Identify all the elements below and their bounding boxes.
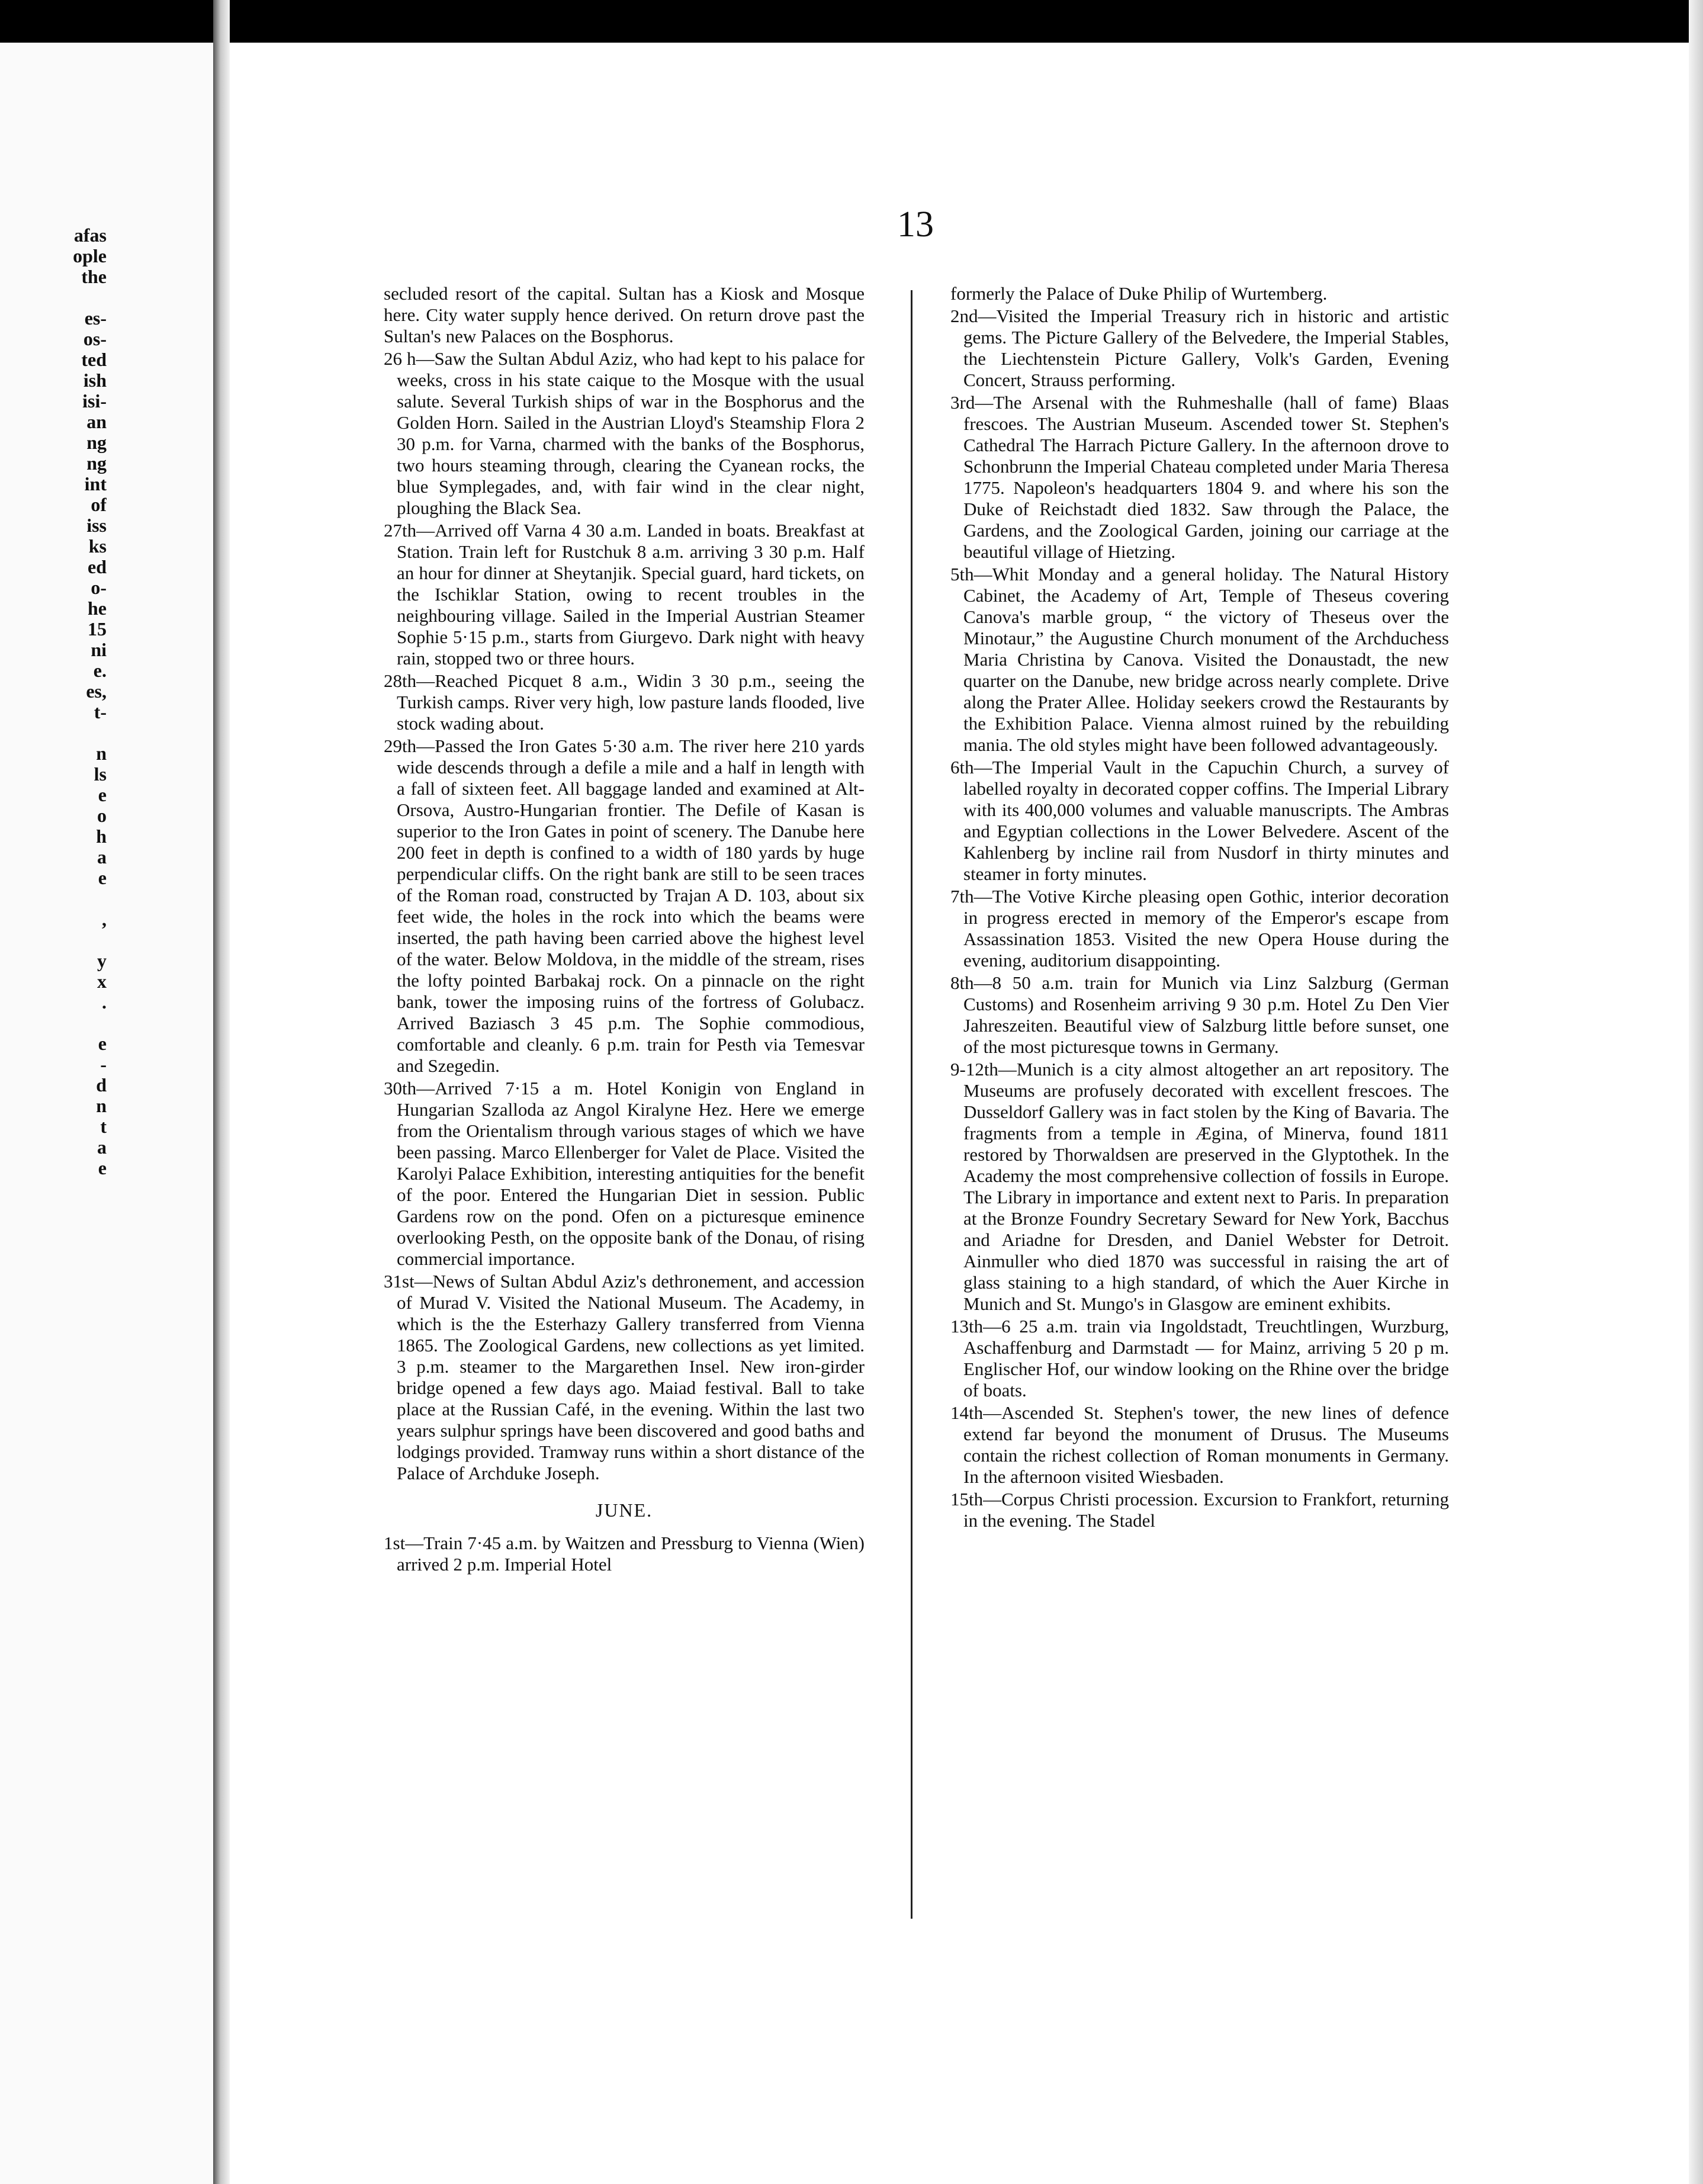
diary-entry: 31st—News of Sultan Abdul Aziz's dethronement, and accession of Murad V. Visited the National Museum. The Academy, in which is the the Esterhazy Gallery transferred from Vienna 1865. The Zoological Gardens, new collections as yet limited. 3 p.m. steamer to the Margarethen Insel. New iron-girder bridge opened a few days ago. Maiad festival. Ball to take place at the Russian Café, in the evening. Within the last two years sulphur springs have been discovered and good baths and lodgings provided. Tramway runs within a short distance of the Palace of Archduke Joseph.	[384, 1271, 865, 1483]
fragment-line	[0, 1013, 107, 1033]
fragment-line: ni	[91, 640, 107, 660]
fragment-line: es,	[86, 681, 107, 702]
diary-entry: 7th—The Votive Kirche pleasing open Gothic, interior decoration in progress erected in memory of the Emperor's escape from Assassination 1853. Visited the new Opera House during the evening, auditorium disappointing.	[950, 886, 1449, 971]
fragment-line	[0, 888, 107, 909]
fragment-line: -	[100, 1054, 107, 1075]
continued-text: formerly the Palace of Duke Philip of Wurtemberg.	[950, 283, 1328, 304]
fragment-line: ed	[88, 557, 107, 577]
fragment-line: he	[88, 598, 107, 619]
diary-entry: 29th—Passed the Iron Gates 5·30 a.m. The river here 210 yards wide descends through a defile a mile and a half in length with a fall of sixteen feet. All baggage landed and examined at Alt-Orsova, Austro-Hungarian frontier. The Defile of Kasan is superior to the Iron Gates in point of scenery. The Danube here 200 feet in depth is confined to a width of 180 yards by huge perpendicular cliffs. On the right bank are still to be seen traces of the Roman road, constructed by Trajan A D. 103, about six feet wide, the holes in the rock into which the beams were inserted, the path having been carried above the highest level of the water. Below Moldova, in the middle of the stream, rises the lofty pointed Barbakaj rock. On a pinnacle on the right bank, tower the imposing ruins of the fortress of Golubacz. Arrived Baziasch 3 45 p.m. The Sophie commodious, comfortable and cleanly. 6 p.m. train for Pesth via Temesvar and Szegedin.	[384, 736, 865, 1076]
fragment-line: ople	[73, 246, 107, 266]
fragment-line: an	[86, 412, 107, 432]
diary-entry: 5th—Whit Monday and a general holiday. The Natural History Cabinet, the Academy of Art, Temple of Theseus covering Canova's marble group, “ the victory of Theseus over the Minotaur,” the Augustine Church monument of the Archduchess Maria Christina by Canova. Visited the Donaustadt, the new quarter on the Danube, new bridge across nearly complete. Drive along the Prater Allee. Holiday seekers crowd the Restaurants by the Exhibition Palace. Vienna almost ruined by the rebuilding mania. The old styles might have been followed advantageously.	[950, 564, 1449, 755]
scan-top-border	[0, 0, 1703, 43]
right-column	[950, 283, 1449, 1533]
diary-entry: 30th—Arrived 7·15 a m. Hotel Konigin von England in Hungarian Szalloda az Angol Kiralyne Hez. Here we emerge from the Orientalism through various stages of which we have been passing. Marco Ellenberger for Valet de Place. Visited the Karolyi Palace Exhibition, interesting antiquities for the benefit of the poor. Entered the Hungarian Diet in session. Public Gardens row on the pond. Ofen on a picturesque eminence overlooking Pesth, on the opposite bank of the Donau, of rising commercial importance.	[384, 1078, 865, 1269]
page-number: 13	[897, 204, 934, 245]
fragment-line: ng	[86, 432, 107, 453]
fragment-line: a	[97, 847, 107, 868]
fragment-line: d	[96, 1075, 107, 1096]
diary-entry: 3rd—The Arsenal with the Ruhmeshalle (hall of fame) Blaas frescoes. The Austrian Museum. Ascended tower St. Stephen's Cathedral The Harrach Picture Gallery. In the afternoon drove to Schonbrunn the Imperial Chateau completed under Maria Theresa 1775. Napoleon's headquarters 1804 9. and where his son the Duke of Reichstadt died 1832. Saw through the Palace, the Gardens, and the Zoological Garden, joining our carriage at the beautiful village of Hietzing.	[950, 392, 1449, 562]
fragment-line: isi-	[82, 391, 107, 412]
fragment-line: ls	[94, 764, 107, 785]
fragment-line: the	[81, 266, 107, 287]
fragment-line	[0, 930, 107, 950]
diary-entry: 6th—The Imperial Vault in the Capuchin Church, a survey of labelled royalty in decorated copper coffins. The Imperial Library with its 400,000 volumes and valuable manuscripts. The Ambras and Egyptian collections in the Lower Belvedere. Ascent of the Kahlenberg by incline rail from Nusdorf in thirty minutes and steamer in forty minutes.	[950, 757, 1449, 884]
page-right-edge	[1689, 0, 1703, 2184]
diary-entry: 9-12th—Munich is a city almost altogether an art repository. The Museums are profusely decorated with excellent frescoes. The Dusseldorf Gallery was in fact stolen by the King of Bavaria. The fragments from a temple in Ægina, of Minerva, found 1811 restored by Thorwaldsen are preserved in the Glyptothek. In the Academy the most comprehensive collection of fossils in Europe. The Library in importance and extent next to Paris. In preparation at the Bronze Foundry Secretary Seward for New York, Bacchus and Ariadne for Dresden, and Daniel Webster for Detroit. Ainmuller who died 1870 was successful in raising the art of glass staining to a high standard, of which the Auer Kirche in Munich and St. Mungo's in Glasgow are eminent exhibits.	[950, 1059, 1449, 1314]
fragment-line: iss	[86, 515, 107, 536]
fragment-line: a	[97, 1137, 107, 1158]
fragment-line: e	[98, 868, 107, 888]
fragment-line: .	[102, 992, 107, 1013]
fragment-line	[0, 287, 107, 308]
fragment-line: o	[97, 805, 107, 826]
fragment-line: ted	[81, 349, 107, 370]
fragment-line: int	[84, 474, 107, 494]
fragment-line: n	[96, 1096, 107, 1116]
fragment-line: ks	[88, 536, 107, 557]
fragment-line	[0, 722, 107, 743]
fragment-line: e	[98, 1158, 107, 1178]
fragment-line: t-	[94, 702, 107, 722]
diary-entry: 13th—6 25 a.m. train via Ingoldstadt, Treuchtlingen, Wurzburg, Aschaffenburg and Darmstadt — for Mainz, arriving 5 20 p m. Englischer Hof, our window looking on the Rhine over the bridge of boats.	[950, 1316, 1449, 1401]
fragment-line: afas	[73, 225, 107, 246]
fragment-line: es-	[84, 308, 107, 329]
continued-text: secluded resort of the capital. Sultan has a Kiosk and Mosque here. City water supply hence derived. On return drove past the Sultan's new Palaces on the Bosphorus.	[384, 283, 865, 346]
diary-entry: 28th—Reached Picquet 8 a.m., Widin 3 30 p.m., seeing the Turkish camps. River very high, low pasture lands flooded, live stock wading about.	[384, 670, 865, 734]
diary-entry: 27th—Arrived off Varna 4 30 a.m. Landed in boats. Breakfast at Station. Train left for Rustchuk 8 a.m. arriving 3 30 p.m. Half an hour for dinner at Sheytanjik. Special guard, hard tickets, on the Ischiklar Station, owing to recent troubles in the neighbouring village. Sailed in the Imperial Austrian Steamer Sophie 5·15 p.m., starts from Giurgevo. Dark night with heavy rain, stopped two or three hours.	[384, 520, 865, 669]
page-fold-shadow	[213, 0, 230, 2184]
fragment-line: ish	[83, 370, 107, 391]
previous-page-fragments	[0, 225, 107, 1178]
fragment-line: y	[97, 950, 107, 971]
diary-entry: 14th—Ascended St. Stephen's tower, the new lines of defence extend far beyond the monument of Drusus. The Museums contain the richest collection of Roman monuments in Germany. In the afternoon visited Wiesbaden.	[950, 1402, 1449, 1487]
fragment-line: ng	[86, 453, 107, 474]
fragment-line: e	[98, 1033, 107, 1054]
diary-entry: 8th—8 50 a.m. train for Munich via Linz Salzburg (German Customs) and Rosenheim arriving 9 30 p.m. Hotel Zu Den Vier Jahreszeiten. Beautiful view of Salzburg little before sunset, one of the most picturesque towns in Germany.	[950, 972, 1449, 1057]
diary-entry: 15th—Corpus Christi procession. Excursion to Frankfort, returning in the evening. The Stadel	[950, 1489, 1449, 1531]
fragment-line: t	[100, 1116, 107, 1137]
diary-entry: 1st—Train 7·45 a.m. by Waitzen and Pressburg to Vienna (Wien) arrived 2 p.m. Imperial Hotel	[384, 1533, 865, 1575]
fragment-line: x	[97, 971, 107, 992]
fragment-line: o-	[91, 577, 107, 598]
fragment-line: ,	[102, 909, 107, 930]
left-column	[384, 283, 865, 1576]
fragment-line: of	[91, 494, 107, 515]
diary-entry: 2nd—Visited the Imperial Treasury rich in historic and artistic gems. The Picture Gallery of the Belvedere, the Imperial Stables, the Liechtenstein Picture Gallery, Volk's Garden, Evening Concert, Strauss performing.	[950, 306, 1449, 390]
fragment-line: e.	[93, 660, 107, 681]
diary-entry: 26 h—Saw the Sultan Abdul Aziz, who had kept to his palace for weeks, cross in his state caique to the Mosque with the usual salute. Several Turkish ships of war in the Bosphorus and the Golden Horn. Sailed in the Austrian Lloyd's Steamship Flora 2 30 p.m. for Varna, charmed with the banks of the Bosphorus, two hours steaming through, clearing the Cyanean rocks, the blue Symplegades, and, with fair wind in the clear night, ploughing the Black Sea.	[384, 348, 865, 518]
fragment-line: n	[96, 743, 107, 764]
fragment-line: h	[96, 826, 107, 847]
column-divider	[911, 290, 912, 1919]
fragment-line: os-	[83, 329, 107, 349]
month-heading: JUNE.	[595, 1499, 653, 1521]
fragment-line: 15	[88, 619, 107, 640]
fragment-line: e	[98, 785, 107, 805]
